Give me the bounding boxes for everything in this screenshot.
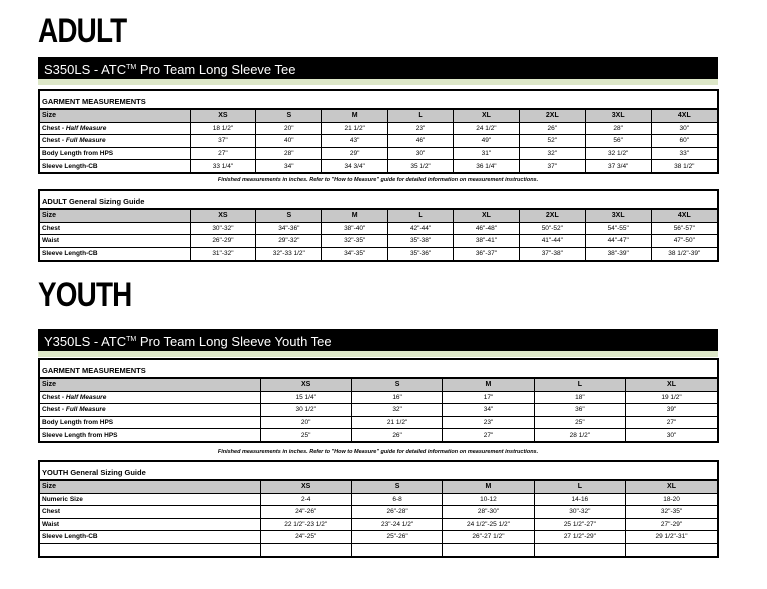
table-cell: 27" bbox=[190, 147, 256, 160]
table-cell: 47"-50" bbox=[651, 235, 717, 248]
table-cell: 23"-24 1/2" bbox=[351, 518, 442, 531]
table-header-row bbox=[40, 481, 717, 494]
header-cell: 4XL bbox=[651, 210, 717, 223]
table-cell: 18 1/2" bbox=[190, 122, 256, 135]
table-cell bbox=[260, 543, 351, 556]
row-label: Chest - Half Measure bbox=[40, 122, 190, 135]
adult-product-title-bar bbox=[38, 57, 718, 79]
table-cell: 29" bbox=[322, 147, 388, 160]
table-cell: 33" bbox=[651, 147, 717, 160]
table-row bbox=[40, 247, 717, 260]
header-cell: 3XL bbox=[585, 110, 651, 123]
table-row bbox=[40, 493, 717, 506]
table-cell: 32"-33 1/2" bbox=[256, 247, 322, 260]
row-label: Chest - Half Measure bbox=[40, 391, 260, 404]
table-cell: 35 1/2" bbox=[388, 160, 454, 173]
table-row bbox=[40, 391, 717, 404]
table-cell: 22 1/2"-23 1/2" bbox=[260, 518, 351, 531]
youth-product-tm: TM bbox=[126, 336, 137, 343]
table-cell: 24 1/2"-25 1/2" bbox=[443, 518, 534, 531]
table-cell: 44"-47" bbox=[585, 235, 651, 248]
table-cell: 37"-38" bbox=[519, 247, 585, 260]
table-cell: 32"-35" bbox=[626, 506, 717, 519]
youth-measurement-note: Finished measurements in inches. Refer to "How to Measure" guide for detailed information on measurement instructions. bbox=[217, 449, 539, 455]
header-cell: XL bbox=[454, 110, 520, 123]
row-label: Chest - Full Measure bbox=[40, 135, 190, 148]
table-header-row bbox=[40, 210, 717, 223]
header-cell: XS bbox=[190, 110, 256, 123]
table-cell bbox=[534, 543, 625, 556]
table-cell: 25" bbox=[534, 416, 625, 429]
table-row bbox=[40, 506, 717, 519]
table-cell: 46" bbox=[388, 135, 454, 148]
table-cell: 20" bbox=[256, 122, 322, 135]
table-cell: 29 1/2"-31" bbox=[626, 531, 717, 544]
header-cell: S bbox=[351, 481, 442, 494]
header-cell: 2XL bbox=[519, 210, 585, 223]
header-cell: M bbox=[322, 110, 388, 123]
table-row bbox=[40, 222, 717, 235]
table-cell: 39" bbox=[626, 404, 717, 417]
table-cell: 34" bbox=[256, 160, 322, 173]
youth-product-suffix: Pro Team Long Sleeve Youth Tee bbox=[136, 334, 332, 349]
youth-guide-table bbox=[40, 480, 717, 556]
table-cell: 32"-35" bbox=[322, 235, 388, 248]
table-cell: 36 1/4" bbox=[454, 160, 520, 173]
header-cell: Size bbox=[40, 110, 190, 123]
table-cell: 46"-48" bbox=[454, 222, 520, 235]
table-cell: 27" bbox=[443, 429, 534, 442]
table-cell: 56" bbox=[585, 135, 651, 148]
youth-heading: YOUTH bbox=[38, 276, 132, 314]
header-cell: XL bbox=[626, 379, 717, 392]
table-cell: 30"-32" bbox=[534, 506, 625, 519]
table-cell: 37 3/4" bbox=[585, 160, 651, 173]
adult-guide-table bbox=[40, 209, 717, 260]
row-label: Sleeve Length-CB bbox=[40, 531, 260, 544]
table-row bbox=[40, 543, 717, 556]
row-label: Waist bbox=[40, 518, 260, 531]
table-cell: 29"-32" bbox=[256, 235, 322, 248]
table-cell bbox=[351, 543, 442, 556]
adult-garment-table bbox=[40, 109, 717, 172]
table-cell: 18-20 bbox=[626, 493, 717, 506]
table-cell: 26"-28" bbox=[351, 506, 442, 519]
table-cell: 30" bbox=[388, 147, 454, 160]
table-cell: 21 1/2" bbox=[351, 416, 442, 429]
table-cell: 49" bbox=[454, 135, 520, 148]
header-cell: S bbox=[256, 210, 322, 223]
youth-garment-table bbox=[40, 378, 717, 441]
adult-product-suffix: Pro Team Long Sleeve Tee bbox=[136, 62, 296, 77]
table-cell: 50"-52" bbox=[519, 222, 585, 235]
table-cell: 37" bbox=[190, 135, 256, 148]
table-row bbox=[40, 160, 717, 173]
youth-product-prefix: Y350LS - ATC bbox=[44, 334, 127, 349]
table-cell: 24"-26" bbox=[260, 506, 351, 519]
table-header-row bbox=[40, 110, 717, 123]
header-cell: Size bbox=[40, 379, 260, 392]
table-cell: 31" bbox=[454, 147, 520, 160]
table-cell: 20" bbox=[260, 416, 351, 429]
row-label: Sleeve Length-CB bbox=[40, 160, 190, 173]
header-cell: L bbox=[534, 481, 625, 494]
row-label: Chest - Full Measure bbox=[40, 404, 260, 417]
table-cell: 24 1/2" bbox=[454, 122, 520, 135]
table-row bbox=[40, 416, 717, 429]
table-cell: 26" bbox=[519, 122, 585, 135]
table-cell: 26"-29" bbox=[190, 235, 256, 248]
header-cell: XL bbox=[626, 481, 717, 494]
header-cell: M bbox=[443, 481, 534, 494]
row-label: Sleeve Length-CB bbox=[40, 247, 190, 260]
table-cell: 28"-30" bbox=[443, 506, 534, 519]
table-header-row bbox=[40, 379, 717, 392]
table-cell: 28" bbox=[585, 122, 651, 135]
table-cell: 26"-27 1/2" bbox=[443, 531, 534, 544]
header-cell: S bbox=[256, 110, 322, 123]
header-cell: M bbox=[322, 210, 388, 223]
table-cell: 25 1/2"-27" bbox=[534, 518, 625, 531]
header-cell: 4XL bbox=[651, 110, 717, 123]
table-cell: 17" bbox=[443, 391, 534, 404]
table-cell bbox=[626, 543, 717, 556]
header-cell: Size bbox=[40, 210, 190, 223]
table-cell: 30 1/2" bbox=[260, 404, 351, 417]
header-cell: L bbox=[534, 379, 625, 392]
table-cell: 32 1/2" bbox=[585, 147, 651, 160]
table-cell: 52" bbox=[519, 135, 585, 148]
table-cell: 26" bbox=[351, 429, 442, 442]
table-cell: 38 1/2" bbox=[651, 160, 717, 173]
table-cell: 25" bbox=[260, 429, 351, 442]
table-cell: 31"-32" bbox=[190, 247, 256, 260]
youth-product-title-bar bbox=[38, 329, 718, 351]
table-cell: 34"-36" bbox=[256, 222, 322, 235]
row-label: Body Length from HPS bbox=[40, 147, 190, 160]
table-cell: 60" bbox=[651, 135, 717, 148]
table-cell: 54"-55" bbox=[585, 222, 651, 235]
table-cell: 10-12 bbox=[443, 493, 534, 506]
table-row bbox=[40, 135, 717, 148]
youth-garment-measurements bbox=[38, 358, 719, 443]
header-cell: Size bbox=[40, 481, 260, 494]
table-cell: 42"-44" bbox=[388, 222, 454, 235]
table-row bbox=[40, 531, 717, 544]
adult-garment-title: GARMENT MEASUREMENTS bbox=[40, 95, 717, 109]
table-cell: 38 1/2"-39" bbox=[651, 247, 717, 260]
adult-product-prefix: S350LS - ATC bbox=[44, 62, 127, 77]
table-cell: 38"-39" bbox=[585, 247, 651, 260]
row-label bbox=[40, 543, 260, 556]
table-cell: 21 1/2" bbox=[322, 122, 388, 135]
header-cell: S bbox=[351, 379, 442, 392]
table-cell: 18" bbox=[534, 391, 625, 404]
table-cell: 27" bbox=[626, 416, 717, 429]
table-cell: 25"-26" bbox=[351, 531, 442, 544]
header-cell: L bbox=[388, 110, 454, 123]
youth-guide-title: YOUTH General Sizing Guide bbox=[40, 466, 717, 480]
table-row bbox=[40, 122, 717, 135]
table-cell: 33 1/4" bbox=[190, 160, 256, 173]
table-row bbox=[40, 235, 717, 248]
table-cell: 30"-32" bbox=[190, 222, 256, 235]
youth-green-strip bbox=[38, 351, 718, 357]
table-cell: 28" bbox=[256, 147, 322, 160]
table-cell: 6-8 bbox=[351, 493, 442, 506]
header-cell: XL bbox=[454, 210, 520, 223]
youth-sizing-guide bbox=[38, 460, 719, 558]
table-cell: 15 1/4" bbox=[260, 391, 351, 404]
table-cell: 38"-40" bbox=[322, 222, 388, 235]
adult-heading: ADULT bbox=[38, 12, 127, 50]
row-label: Chest bbox=[40, 222, 190, 235]
adult-green-strip bbox=[38, 79, 718, 85]
table-cell: 30" bbox=[651, 122, 717, 135]
table-cell: 37" bbox=[519, 160, 585, 173]
table-cell: 32" bbox=[351, 404, 442, 417]
table-cell bbox=[443, 543, 534, 556]
adult-garment-measurements bbox=[38, 89, 719, 174]
table-cell: 30" bbox=[626, 429, 717, 442]
table-cell: 35"-38" bbox=[388, 235, 454, 248]
table-cell: 41"-44" bbox=[519, 235, 585, 248]
row-label: Body Length from HPS bbox=[40, 416, 260, 429]
table-row bbox=[40, 404, 717, 417]
table-cell: 24"-25" bbox=[260, 531, 351, 544]
table-cell: 28 1/2" bbox=[534, 429, 625, 442]
header-cell: 2XL bbox=[519, 110, 585, 123]
header-cell: L bbox=[388, 210, 454, 223]
table-cell: 36"-37" bbox=[454, 247, 520, 260]
table-cell: 14-16 bbox=[534, 493, 625, 506]
row-label: Chest bbox=[40, 506, 260, 519]
table-cell: 23" bbox=[443, 416, 534, 429]
youth-garment-title: GARMENT MEASUREMENTS bbox=[40, 364, 717, 378]
table-cell: 27"-29" bbox=[626, 518, 717, 531]
adult-sizing-guide bbox=[38, 189, 719, 262]
header-cell: XS bbox=[260, 379, 351, 392]
table-cell: 34"-35" bbox=[322, 247, 388, 260]
adult-measurement-note: Finished measurements in inches. Refer to "How to Measure" guide for detailed information on measurement instructions. bbox=[217, 177, 539, 183]
table-cell: 34 3/4" bbox=[322, 160, 388, 173]
header-cell: 3XL bbox=[585, 210, 651, 223]
table-cell: 2-4 bbox=[260, 493, 351, 506]
table-cell: 36" bbox=[534, 404, 625, 417]
header-cell: XS bbox=[260, 481, 351, 494]
row-label: Sleeve Length from HPS bbox=[40, 429, 260, 442]
table-cell: 23" bbox=[388, 122, 454, 135]
table-cell: 32" bbox=[519, 147, 585, 160]
header-cell: XS bbox=[190, 210, 256, 223]
table-cell: 43" bbox=[322, 135, 388, 148]
table-cell: 19 1/2" bbox=[626, 391, 717, 404]
table-cell: 27 1/2"-29" bbox=[534, 531, 625, 544]
table-row bbox=[40, 147, 717, 160]
row-label: Waist bbox=[40, 235, 190, 248]
table-cell: 35"-36" bbox=[388, 247, 454, 260]
table-cell: 56"-57" bbox=[651, 222, 717, 235]
header-cell: M bbox=[443, 379, 534, 392]
row-label: Numeric Size bbox=[40, 493, 260, 506]
adult-product-tm: TM bbox=[126, 64, 137, 71]
table-row bbox=[40, 429, 717, 442]
table-cell: 34" bbox=[443, 404, 534, 417]
table-cell: 40" bbox=[256, 135, 322, 148]
table-row bbox=[40, 518, 717, 531]
table-cell: 38"-41" bbox=[454, 235, 520, 248]
table-cell: 16" bbox=[351, 391, 442, 404]
adult-guide-title: ADULT General Sizing Guide bbox=[40, 195, 717, 209]
